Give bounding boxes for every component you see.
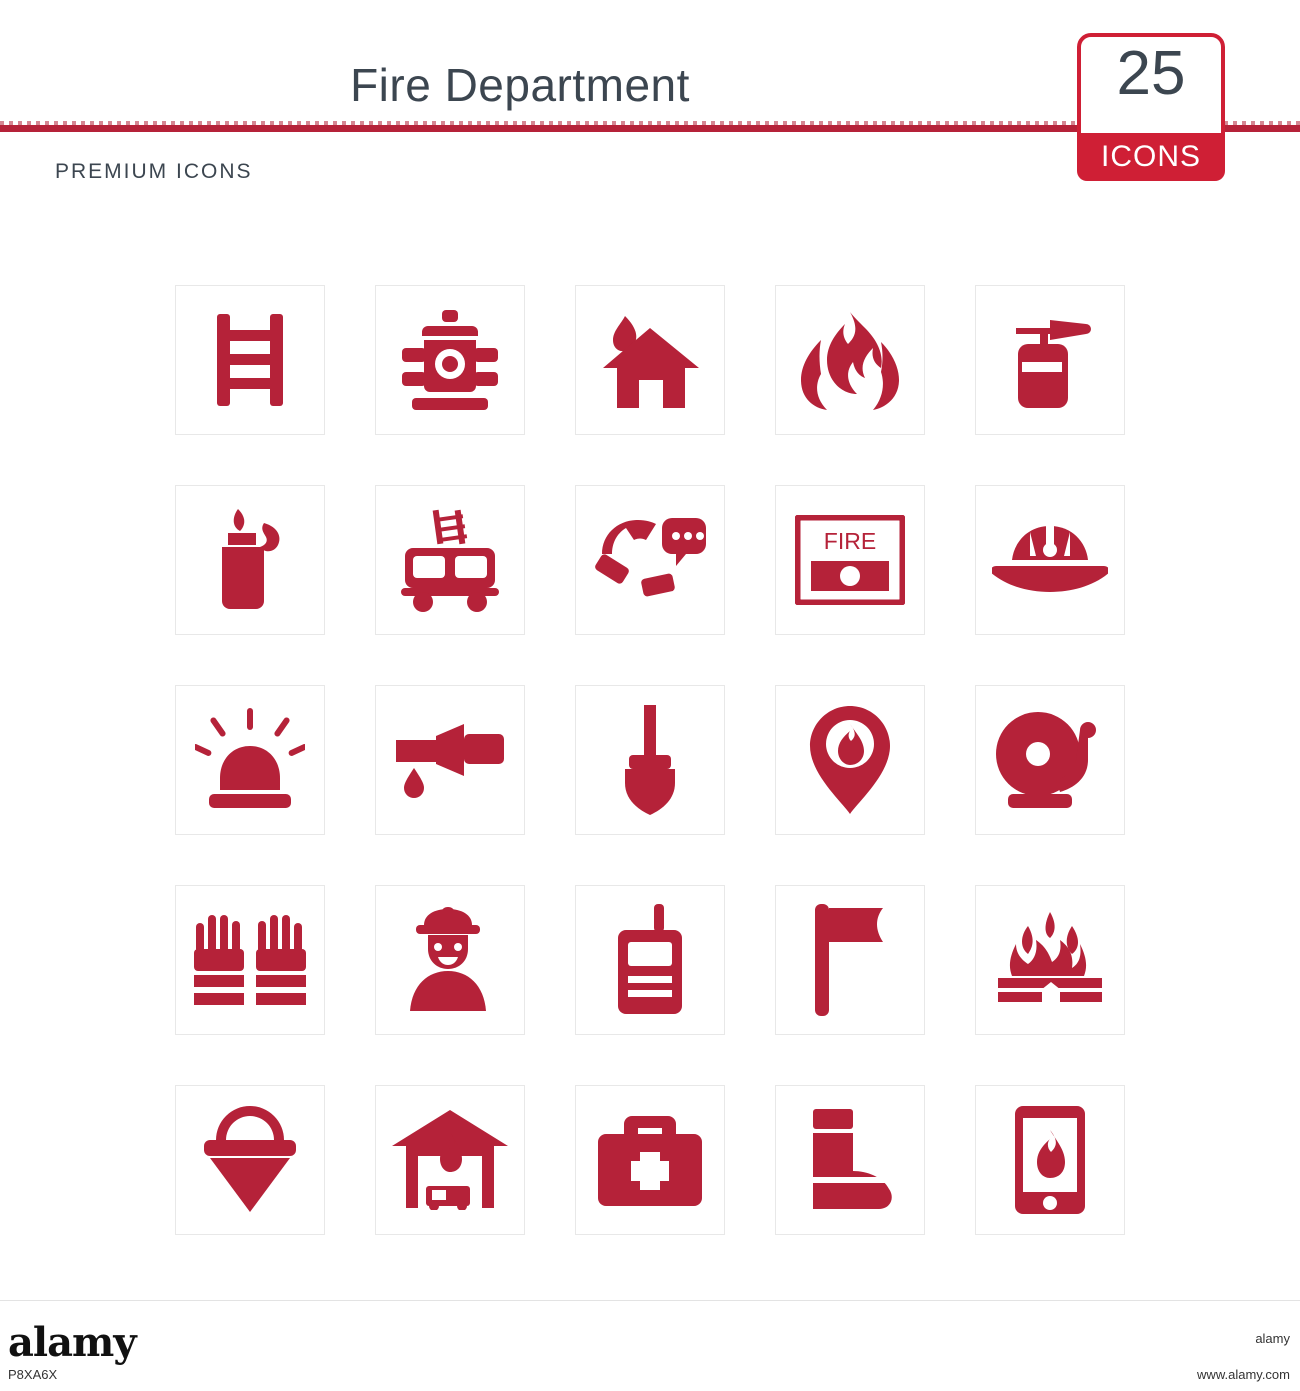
icon-cell-fire-truck[interactable] bbox=[375, 485, 525, 635]
icon-cell-fire-boot[interactable] bbox=[775, 1085, 925, 1235]
icon-grid bbox=[175, 285, 1125, 1235]
icon-cell-burning-building[interactable] bbox=[975, 885, 1125, 1035]
icon-cell-fire-extinguisher[interactable] bbox=[975, 285, 1125, 435]
icon-cell-fire-alert-phone[interactable] bbox=[975, 1085, 1125, 1235]
icon-count-badge bbox=[1077, 33, 1225, 181]
alamy-logo: alamy bbox=[8, 1319, 136, 1366]
icon-cell-alarm-bell[interactable] bbox=[975, 685, 1125, 835]
header bbox=[0, 0, 1300, 200]
badge-count: 25 bbox=[1116, 39, 1186, 108]
page-subtitle: PREMIUM ICONS bbox=[55, 160, 253, 183]
fire-alarm-box-text: FIRE bbox=[823, 528, 877, 554]
icon-cell-emergency-call[interactable] bbox=[575, 485, 725, 635]
page-title: Fire Department bbox=[350, 59, 690, 111]
icon-cell-fire-helmet[interactable] bbox=[975, 485, 1125, 635]
icon-cell-firefighter[interactable] bbox=[375, 885, 525, 1035]
icon-cell-ladder[interactable] bbox=[175, 285, 325, 435]
stock-url: www.alamy.com bbox=[1197, 1367, 1290, 1382]
icon-cell-lighter[interactable] bbox=[175, 485, 325, 635]
icon-cell-flames[interactable] bbox=[775, 285, 925, 435]
stock-footer bbox=[0, 1300, 1300, 1391]
icon-cell-fire-alarm-box[interactable] bbox=[775, 485, 925, 635]
badge-word: ICONS bbox=[1077, 133, 1225, 181]
icon-cell-shovel[interactable] bbox=[575, 685, 725, 835]
icon-cell-fire-location-pin[interactable] bbox=[775, 685, 925, 835]
icon-cell-fire-bucket[interactable] bbox=[175, 1085, 325, 1235]
icon-cell-water-tap[interactable] bbox=[375, 685, 525, 835]
image-code: P8XA6X bbox=[8, 1367, 58, 1382]
icon-cell-siren[interactable] bbox=[175, 685, 325, 835]
icon-cell-first-aid-kit[interactable] bbox=[575, 1085, 725, 1235]
icon-cell-fire-axe[interactable] bbox=[775, 885, 925, 1035]
alamy-logo-right: alamy bbox=[1255, 1331, 1290, 1346]
icon-cell-gloves[interactable] bbox=[175, 885, 325, 1035]
icon-cell-fire-hydrant[interactable] bbox=[375, 285, 525, 435]
icon-cell-walkie-talkie[interactable] bbox=[575, 885, 725, 1035]
icon-cell-burning-house[interactable] bbox=[575, 285, 725, 435]
icon-cell-fire-station[interactable] bbox=[375, 1085, 525, 1235]
